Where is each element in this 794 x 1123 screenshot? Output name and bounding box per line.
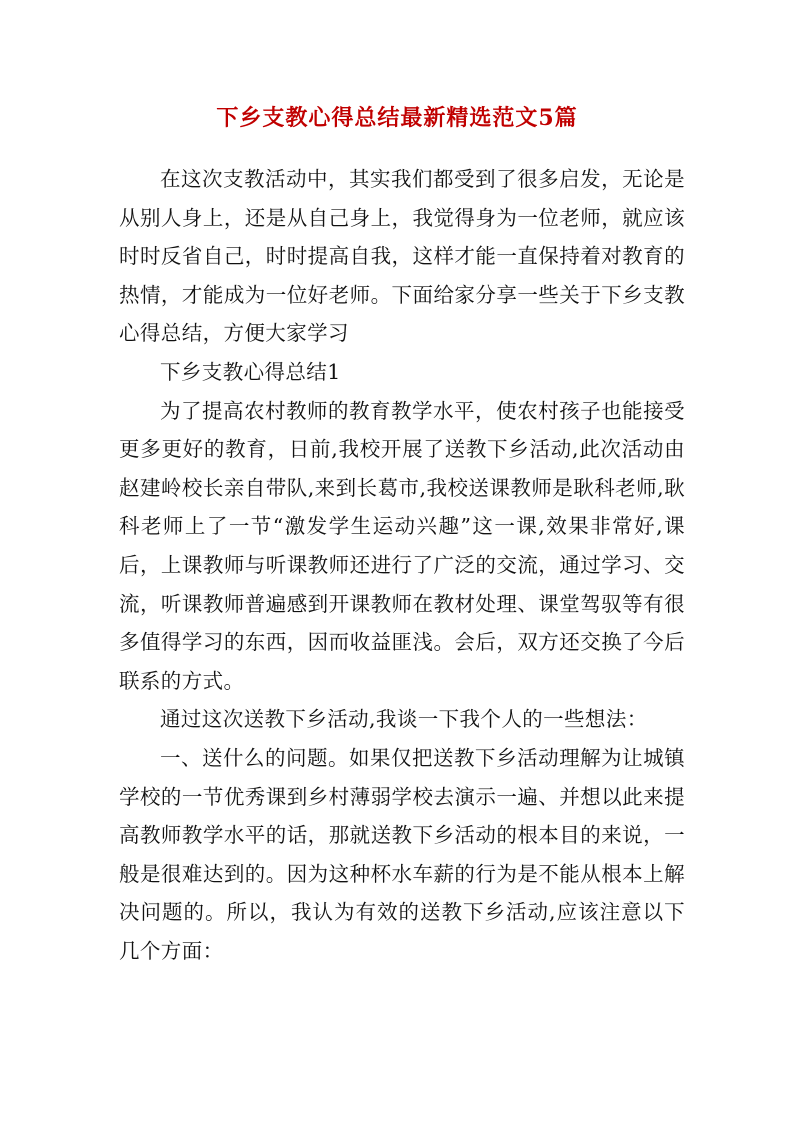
document-body bbox=[119, 160, 685, 970]
document-title: 下乡支教心得总结最新精选范文5篇 bbox=[216, 105, 578, 131]
intro-paragraph: 在这次支教活动中，其实我们都受到了很多启发，无论是从别人身上，还是从自己身上，我觉得身为一位老师，就应该时时反省自己，时时提高自我，这样才能一直保持着对教育的热情，才能成为一位好老师。下面给家分享一些关于下乡支教心得总结，方便大家学习 bbox=[119, 167, 685, 346]
body-paragraph: 通过这次送教下乡活动,我谈一下我个人的一些想法： bbox=[160, 707, 648, 732]
body-paragraph: 为了提高农村教师的教育教学水平，使农村孩子也能接受更多更好的教育，日前,我校开展了送教下乡活动,此次活动由赵建岭校长亲自带队,来到长葛市,我校送课教师是耿科老师,耿科老师上了一节“激发学生运动兴趣”这一课,效果非常好,课后，上课教师与听课教师还进行了广泛的交流，通过学习、交流，听课教师普遍感到开课教师在教材处理、课堂驾驭等有很多值得学习的东西，因而收益匪浅。会后，双方还交换了今后联系的方式。 bbox=[119, 398, 685, 693]
section-heading: 下乡支教心得总结1 bbox=[160, 359, 341, 384]
body-paragraph: 一、送什么的问题。如果仅把送教下乡活动理解为让城镇学校的一节优秀课到乡村薄弱学校去演示一遍、并想以此来提高教师教学水平的话，那就送教下乡活动的根本目的来说，一般是很难达到的。因为这种杯水车薪的行为是不能从根本上解决问题的。所以，我认为有效的送教下乡活动,应该注意以下几个方面： bbox=[119, 745, 685, 963]
